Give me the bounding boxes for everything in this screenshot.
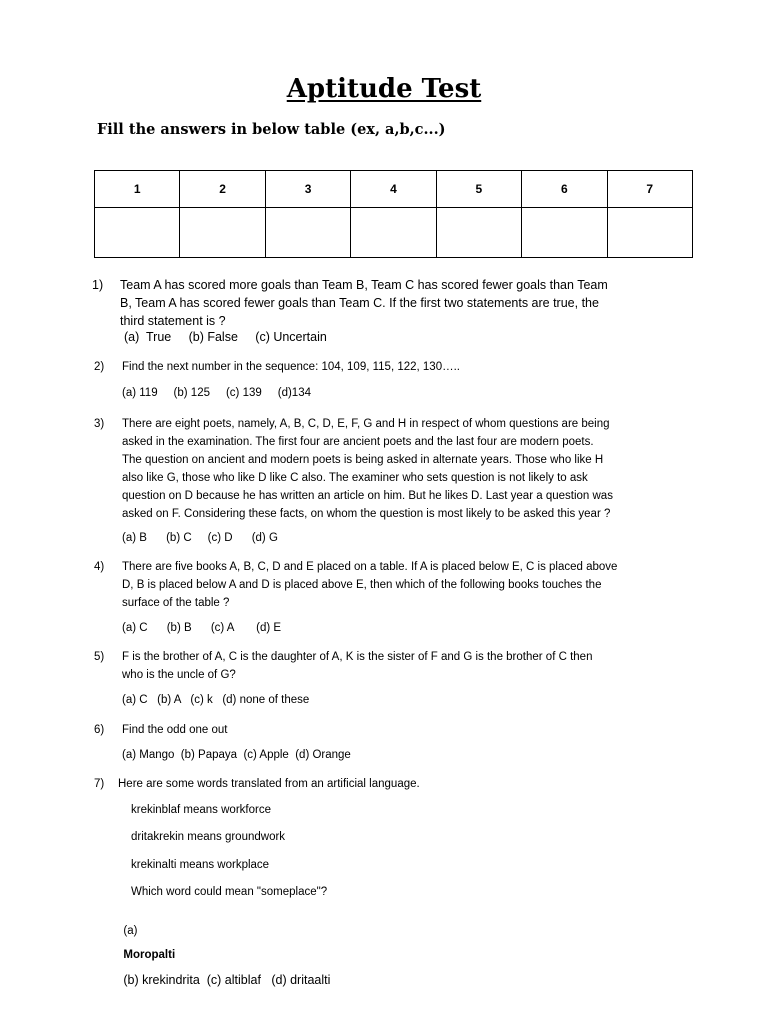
answer-cell-4[interactable] (351, 208, 436, 258)
question-text (122, 358, 460, 376)
instruction-text: Fill the answers in below table (ex, a,b,c...) (97, 121, 446, 138)
question-line: Find the next number in the sequence: 104, 109, 115, 122, 130….. (122, 361, 460, 373)
question-line: asked on F. Considering these facts, on whom the question is most likely to be asked this year ? (122, 508, 611, 520)
question-line: question on D because he has written an article on him. But he likes D. Last year a question was (122, 490, 613, 502)
answer-header-4: 4 (351, 171, 436, 208)
answer-table-answer-row (95, 208, 693, 258)
answer-table-header-row (95, 171, 693, 208)
question-text (122, 648, 592, 684)
question-number: 3) (94, 418, 105, 430)
example-line: Which word could mean "someplace"? (131, 886, 328, 898)
answer-header-3: 3 (265, 171, 350, 208)
question-number: 1) (92, 278, 104, 292)
answer-cell-1[interactable] (95, 208, 180, 258)
question-line: asked in the examination. The first four are ancient poets and the last four are modern poets. (122, 436, 594, 448)
question-2-options: (a) 119 (b) 125 (c) 139 (d)134 (122, 387, 311, 399)
answer-cell-6[interactable] (522, 208, 607, 258)
example-line: dritakrekin means groundwork (131, 831, 286, 843)
question-line: B, Team A has scored fewer goals than Team C. If the first two statements are true, the (120, 296, 599, 310)
question-line: Here are some words translated from an artificial language. (118, 778, 420, 790)
question-text (122, 721, 228, 739)
question-5-options: (a) C (b) A (c) k (d) none of these (122, 694, 310, 706)
option-a-label: (a) (123, 925, 138, 937)
question-line: Team A has scored more goals than Team B, Team C has scored fewer goals than Team (120, 278, 608, 292)
question-line: F is the brother of A, C is the daughter of A, K is the sister of F and G is the brother of C then (122, 651, 593, 663)
answer-header-1: 1 (95, 171, 180, 208)
answer-header-2: 2 (180, 171, 265, 208)
question-1-options: (a) True (b) False (c) Uncertain (124, 330, 327, 344)
question-number: 5) (94, 651, 105, 663)
answer-cell-7[interactable] (607, 208, 692, 258)
question-text (120, 276, 608, 330)
answer-table (94, 170, 693, 258)
question-4-options: (a) C (b) B (c) A (d) E (122, 622, 282, 634)
options-rest: (b) krekindrita (c) altiblaf (d) dritaalti (123, 973, 331, 987)
answer-header-5: 5 (436, 171, 521, 208)
question-number: 7) (94, 778, 105, 790)
answer-cell-2[interactable] (180, 208, 265, 258)
question-line: The question on ancient and modern poets is being asked in alternate years. Those who like H (122, 454, 604, 466)
answer-header-7: 7 (607, 171, 692, 208)
question-line: third statement is ? (120, 314, 226, 328)
question-6-options: (a) Mango (b) Papaya (c) Apple (d) Orange (122, 749, 351, 761)
question-text (122, 558, 617, 612)
example-line: krekinalti means workplace (131, 859, 270, 871)
question-line: There are eight poets, namely, A, B, C, D, E, F, G and H in respect of whom questions are being (122, 418, 610, 430)
question-text (122, 415, 613, 523)
question-number: 6) (94, 724, 105, 736)
question-line: There are five books A, B, C, D and E placed on a table. If A is placed below E, C is placed above (122, 561, 618, 573)
question-line: surface of the table ? (122, 597, 230, 609)
question-3-options: (a) B (b) C (c) D (d) G (122, 532, 278, 544)
question-line: who is the uncle of G? (122, 669, 236, 681)
example-line: krekinblaf means workforce (131, 804, 271, 816)
page-title: Aptitude Test (286, 74, 482, 104)
question-line: Find the odd one out (122, 724, 228, 736)
question-line: D, B is placed below A and D is placed above E, then which of the following books touches the (122, 579, 602, 591)
question-line: also like G, those who like D like C also. The examiner who sets question is not likely to ask (122, 472, 588, 484)
answer-cell-5[interactable] (436, 208, 521, 258)
option-a-value: Moropalti (123, 949, 176, 961)
question-text (118, 775, 420, 793)
answer-cell-3[interactable] (265, 208, 350, 258)
answer-header-6: 6 (522, 171, 607, 208)
question-number: 2) (94, 361, 105, 373)
question-7-options (117, 913, 330, 987)
question-number: 4) (94, 561, 105, 573)
